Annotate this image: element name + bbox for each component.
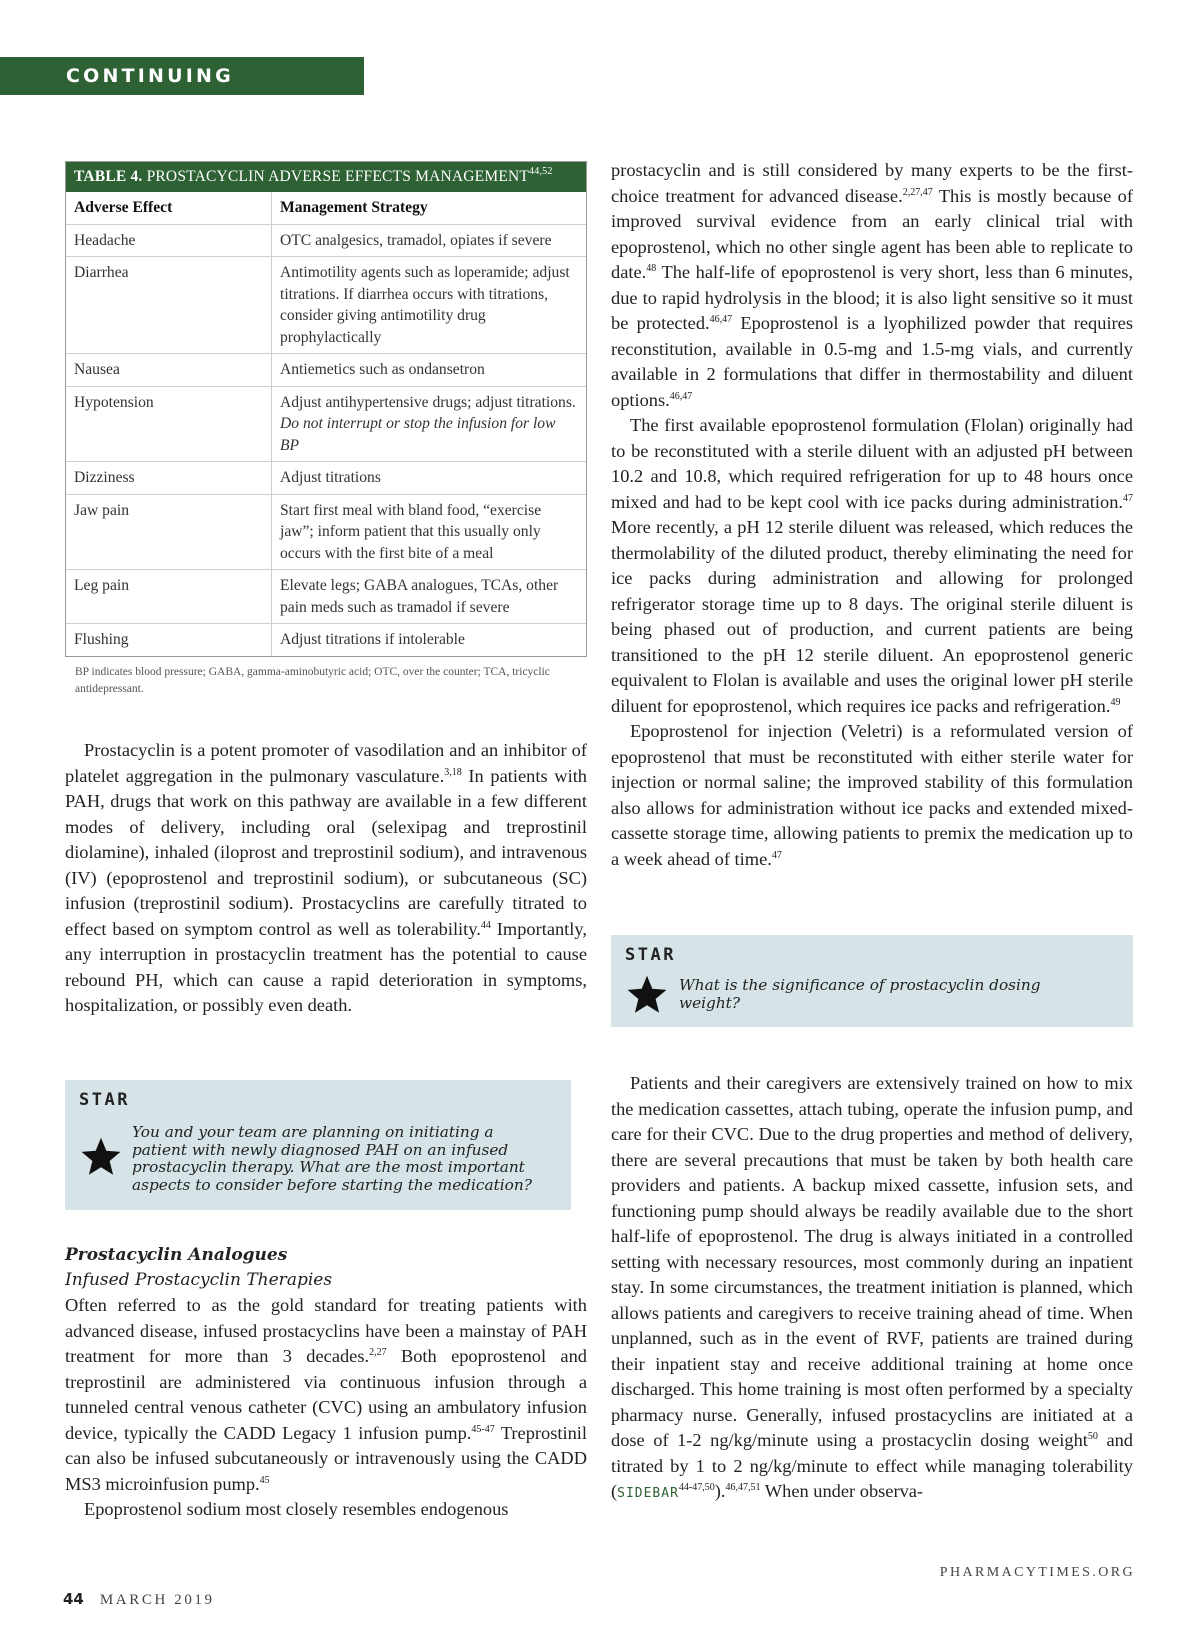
paragraph: Epoprostenol sodium most closely resembles endogenous [84, 1499, 509, 1519]
strategy-cell [272, 386, 587, 462]
footer-left [63, 1590, 215, 1609]
effect-cell: Hypotension [66, 386, 272, 462]
effect-cell: Nausea [66, 354, 272, 387]
table-row [66, 624, 586, 656]
effect-cell: Dizziness [66, 462, 272, 495]
paragraph: prostacyclin and is still considered by many experts to be the first-choice treatment for advanced disease.$^{2,27,47}$ This is mostly because of improved survival evidence from an early clinical trial with epoprostenol, which no other single agent has been able to replicate to date.$^{48}$ The half-life of epoprostenol is very short, less than 6 minutes, due to rapid hydrolysis in the blood; it is also light sensitive so it must be protected.$^{46,47}$ Epoprostenol is a lyophilized powder that requires reconstitution, available in 0.5-mg and 1.5-mg vials, and currently available in 2 formulations that differ in thermostability and diluent options.$^{46,47}$ [611, 160, 1133, 410]
star-question: You and your team are planning on initiating a patient with newly diagnosed PAH on an infused prostacyclin therapy. What are the most important aspects to consider before starting the medication? [132, 1123, 532, 1194]
table-row [66, 257, 586, 354]
adverse-effects-table [65, 161, 587, 657]
col-header-effect: Adverse Effect [66, 192, 272, 224]
star-label: STAR [625, 945, 676, 965]
strategy-text: Adjust antihypertensive drugs; adjust titrations. [280, 393, 576, 411]
table-row [66, 570, 586, 624]
table-row [66, 224, 586, 257]
paragraph: Often referred to as the gold standard for treating patients with advanced disease, infused prostacyclins have been a mainstay of PAH treatment for more than 3 decades.$^{2,27}$ Both epoprostenol and treprostinil are administered via continuous infusion through a tunneled central venous catheter (CVC) using an ambulatory infusion device, typically the CADD Legacy 1 infusion pump.$^{45-47}$ Treprostinil can also be infused subcutaneously or intravenously using the CADD MS3 microinfusion pump.$^{45}$ [65, 1295, 587, 1494]
table-row [66, 354, 586, 387]
star-label: STAR [79, 1090, 130, 1110]
strategy-cell: Adjust titrations if intolerable [272, 624, 587, 656]
table-row [66, 386, 586, 462]
paragraph: Prostacyclin is a potent promoter of vasodilation and an inhibitor of platelet aggregation in the pulmonary vasculature.$^{3,18}$ In patients with PAH, drugs that work on this pathway are available in a few different modes of delivery, including oral (selexipag and treprostinil diolamine), inhaled (iloprost and treprostinil sodium), and intravenous (IV) (epoprostenol and treprostinil sodium), or subcutaneous (SC) infusion (treprostinil sodium). Prostacyclins are carefully titrated to effect based on symptom control as well as tolerability.$^{44}$ Importantly, any interruption in prostacyclin treatment has the potential to cause rebound PH, which can cause a rapid deterioration in symptoms, hospitalization, or possibly even death. [65, 740, 588, 1015]
col-header-strategy: Management Strategy [280, 199, 428, 216]
effect-cell: Jaw pain [66, 494, 272, 570]
table-header-row [66, 192, 586, 224]
left-column [65, 161, 587, 698]
right-body-1 [611, 158, 1133, 872]
star-icon [79, 1135, 123, 1179]
paragraph: The first available epoprostenol formulation (Flolan) originally had to be reconstituted with a sterile diluent with an adjusted pH between 10.2 and 10.8, which required refrigeration for up to 48 hours once mixed and had to be kept cool with ice packs during administration.$^{47}$ More recently, a pH 12 sterile diluent was released, which reduces the thermolability of the diluted product, thereby eliminating the need for ice packs during administration and allowing for prolonged refrigerator storage time up to 8 days. The original sterile diluent is being phased out of production, and current patients are being transitioned to the pH 12 sterile diluent. An epoprostenol generic equivalent to Flolan is available and uses the original lower pH sterile diluent for epoprostenol, which requires ice packs and refrigeration.$^{49}$ [611, 415, 1133, 716]
left-body-1 [65, 738, 587, 1019]
paragraph: Epoprostenol for injection (Veletri) is a reformulated version of epoprostenol that must be reconstituted with either sterile water for injection or normal saline; the improved stability of this formulation also allows for administration without ice packs and extended mixed-cassette storage time, allowing patients to premix the medication up to a week ahead of time.$^{47}$ [611, 721, 1133, 869]
strategy-cell: Elevate legs; GABA analogues, TCAs, other pain meds such as tramadol if severe [272, 570, 587, 624]
section-heading: Prostacyclin Analogues [65, 1245, 288, 1265]
subsection-heading: Infused Prostacyclin Therapies [65, 1270, 333, 1290]
strategy-cell: Antiemetics such as ondansetron [272, 354, 587, 387]
right-body-2 [611, 1071, 1133, 1507]
strategy-cell: OTC analgesics, tramadol, opiates if severe [272, 224, 587, 257]
star-question: What is the significance of prostacyclin dosing weight? [679, 976, 1041, 1012]
table-number: TABLE 4. [74, 168, 143, 185]
issue-date: MARCH 2019 [99, 1592, 215, 1608]
table-title-text: PROSTACYCLIN ADVERSE EFFECTS MANAGEMENT [142, 168, 530, 185]
table-row [66, 494, 586, 570]
effect-cell: Headache [66, 224, 272, 257]
left-body-2 [65, 1243, 587, 1523]
strategy-cell: Adjust titrations [272, 462, 587, 495]
table-title [66, 162, 586, 192]
strategy-warning: Do not interrupt or stop the infusion for low BP [280, 415, 556, 454]
strategy-cell: Start first meal with bland food, “exercise jaw”; inform patient that this usually only occurs with the first bite of a meal [272, 494, 587, 570]
table-footnote: BP indicates blood pressure; GABA, gamma-aminobutyric acid; OTC, over the counter; TCA, tricyclic antidepressant. [75, 665, 550, 695]
page-number: 44 [63, 1590, 84, 1608]
star-icon [625, 973, 669, 1017]
section-header: CONTINUING EDUCATION [0, 57, 364, 95]
paragraph: Patients and their caregivers are extensively trained on how to mix the medication cassettes, attach tubing, operate the infusion pump, and care for their CVC. Due to the drug properties and method of delivery, there are several precautions that must be taken by both health care providers and patients. A backup mixed cassette, infusion sets, and functioning pump should always be readily available due to the short half-life of epoprostenol. The drug is always initiated in a controlled setting with necessary resources, most commonly during an inpatient stay. In some circumstances, the treatment initiation is planned, which allows patients and caregivers to receive training ahead of time. When unplanned, such as in the event of RVF, patients are trained during their inpatient stay and receive additional training at home once discharged. This home training is most often performed by a specialty pharmacy nurse. Generally, infused prostacyclins are initiated at a dose of 1-2 ng/kg/minute using a prostacyclin dosing weight$^{50}$ and titrated by 1 to 2 ng/kg/minute to effect while managing tolerability (SIDEBAR$^{44-47,50}$).$^{46,47,51}$ When under observa- [611, 1073, 1133, 1501]
effect-cell: Flushing [66, 624, 272, 656]
effect-cell: Leg pain [66, 570, 272, 624]
strategy-cell: Antimotility agents such as loperamide; adjust titrations. If diarrhea occurs with titrations, consider giving antimotility drug prophylactically [272, 257, 587, 354]
effect-cell: Diarrhea [66, 257, 272, 354]
sidebar-link[interactable]: SIDEBAR [617, 1486, 679, 1501]
star-box-right [611, 935, 1133, 1027]
table-row [66, 462, 586, 495]
table-title-refs: 44,52 [529, 166, 553, 177]
star-box-left [65, 1080, 571, 1210]
footer-site: PHARMACYTIMES.ORG [939, 1565, 1135, 1580]
